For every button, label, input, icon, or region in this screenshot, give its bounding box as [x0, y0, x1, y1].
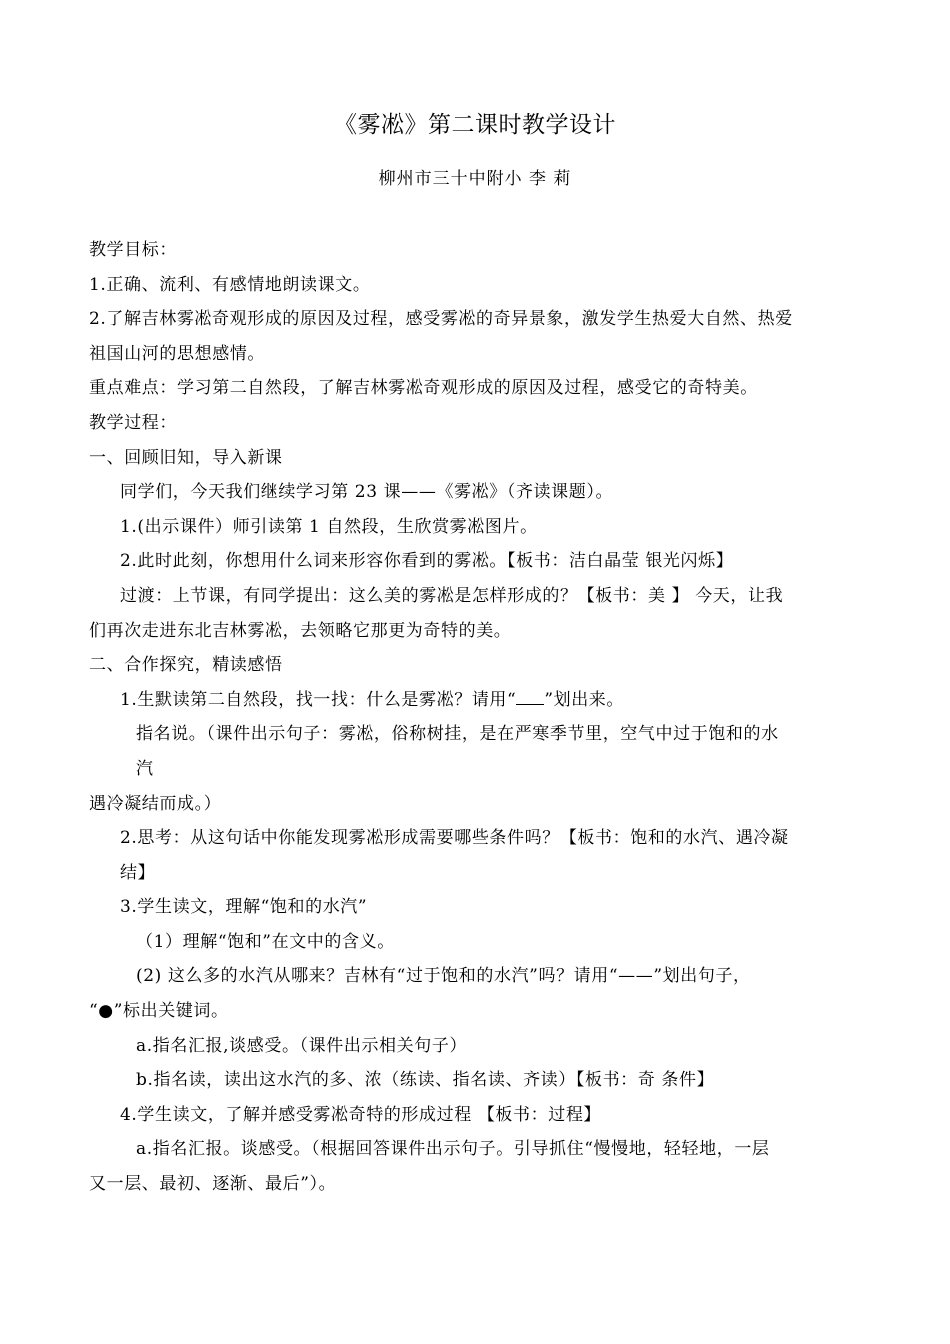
paragraph-line: （1）理解“饱和”在文中的含义。 [136, 931, 395, 952]
document-body [89, 233, 864, 1202]
paragraph-line: 同学们，今天我们继续学习第 23 课——《雾凇》（齐读课题）。 [120, 482, 614, 503]
line-part: 1.生默读第二自然段，找一找：什么是雾凇？请用“ [120, 689, 517, 710]
document-author: 柳州市三十中附小 李 莉 [378, 169, 572, 189]
paragraph-line: 2.思考：从这句话中你能发现雾凇形成需要哪些条件吗？【板书：饱和的水汽、遇冷凝 [120, 828, 789, 849]
paragraph-line: 2.此时此刻，你想用什么词来形容你看到的雾凇。【板书：洁白晶莹 银光闪烁】 [120, 551, 734, 572]
paragraph-line: 汽 [136, 758, 154, 779]
paragraph-line: 们再次走进东北吉林雾凇，去领略它那更为奇特的美。 [89, 620, 512, 641]
paragraph-line: 1.(出示课件）师引读第 1 自然段，生欣赏雾凇图片。 [120, 516, 538, 537]
paragraph-line: 过渡：上节课，有同学提出：这么美的雾凇是怎样形成的？【板书：美 】 今天，让我 [120, 585, 784, 606]
paragraph-line: 4.学生读文，了解并感受雾凇奇特的形成过程 【板书：过程】 [120, 1104, 602, 1125]
paragraph-line: 指名说。（课件出示句子：雾凇，俗称树挂，是在严寒季节里，空气中过于饱和的水 [136, 724, 779, 745]
paragraph-line: a.指名汇报,谈感受。（课件出示相关句子） [136, 1035, 468, 1056]
paragraph-line [89, 683, 864, 718]
paragraph-line: a.指名汇报。谈感受。（根据回答课件出示句子。引导抓住“慢慢地，轻轻地，一层 [136, 1139, 770, 1160]
line-part: ”划出来。 [544, 689, 625, 710]
section-heading: 教学目标： [89, 240, 177, 260]
paragraph-line: 1.正确、流利、有感情地朗读课文。 [89, 274, 371, 295]
section-heading: 教学过程： [89, 412, 177, 433]
paragraph-line: 3.学生读文，理解“饱和的水汽” [120, 897, 368, 918]
paragraph-line: 遇冷凝结而成。） [89, 793, 222, 814]
paragraph-line: 2.了解吉林雾凇奇观形成的原因及过程，感受雾凇的奇异景象，激发学生热爱大自然、热爱 [89, 309, 793, 330]
paragraph-line: 重点难点：学习第二自然段，了解吉林雾凇奇观形成的原因及过程，感受它的奇特美。 [89, 378, 758, 399]
paragraph-line: b.指名读，读出这水汽的多、浓（练读、指名读、齐读）【板书：奇 条件】 [136, 1070, 715, 1091]
paragraph-line: 结】 [120, 862, 156, 883]
underline-blank [516, 690, 544, 705]
paragraph-line: (2) 这么多的水汽从哪来？吉林有“过于饱和的水汽”吗？请用“——”划出句子， [136, 966, 751, 987]
paragraph-line: 又一层、最初、逐渐、最后”）。 [89, 1174, 337, 1195]
paragraph-line: 祖国山河的思想感情。 [89, 343, 265, 364]
paragraph-line: “●”标出关键词。 [89, 1001, 229, 1022]
section-heading: 二、合作探究，精读感悟 [89, 655, 283, 676]
section-heading: 一、回顾旧知，导入新课 [89, 447, 283, 468]
document-title: 《雾凇》第二课时教学设计 [334, 112, 616, 138]
